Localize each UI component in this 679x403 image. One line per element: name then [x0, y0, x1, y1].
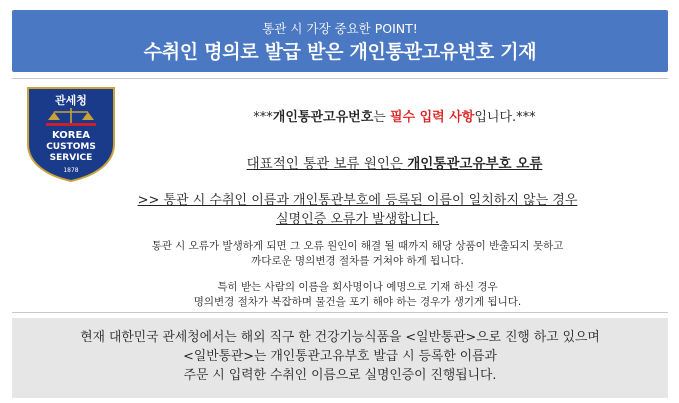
header-banner: [12, 10, 668, 72]
required-notice: [128, 106, 661, 125]
bottom-line-2: <일반통관>는 개인통관고유부호 발급 시 등록한 이름과: [183, 349, 497, 364]
header-title: 수취인 명의로 발급 받은 개인통관고유번호 기재: [143, 41, 537, 63]
notice-mid: 는: [373, 110, 390, 125]
customs-badge-icon: [24, 86, 118, 182]
explanation: [60, 191, 655, 229]
para2-line-1: 특히 받는 사람의 이름을 회사명이나 예명으로 기재 하신 경우: [217, 281, 498, 293]
divider-top: [12, 78, 668, 79]
notice-bold-term: 개인통관고유번호: [272, 110, 374, 125]
customs-service-logo: [24, 86, 118, 182]
badge-top-text: 관세청: [55, 94, 87, 107]
explanation-line-2: 실명인증 오류가 발생합니다.: [275, 212, 440, 227]
explanation-line-1: >> 통관 시 수취인 이름과 개인통관부호에 등록된 이름이 일치하지 않는 경우: [137, 193, 578, 208]
bottom-line-3: 주문 시 입력한 수취인 이름으로 실명인증이 진행됩니다.: [183, 368, 497, 383]
badge-line-2: CUSTOMS: [46, 142, 96, 152]
badge-line-3: SERVICE: [49, 153, 93, 163]
divider-bottom: [12, 312, 668, 313]
notice-required-text: 필수 입력 사항: [389, 110, 475, 125]
para1-line-2: 까다로운 명의변경 절차를 거쳐야 하게 됩니다.: [251, 255, 464, 267]
bottom-info-box: [12, 318, 668, 398]
badge-line-1: KOREA: [51, 130, 91, 141]
notice-suffix: 입니다.***: [474, 110, 536, 125]
bottom-line-1: 현재 대한민국 관세청에서는 해외 직구 한 건강기능식품을 <일반통관>으로 진행 하고 있으며: [80, 330, 600, 345]
header-subtitle: 통관 시 가장 중요한 POINT!: [262, 21, 418, 36]
para2-line-2: 명의변경 절차가 복잡하며 물건을 포기 해야 하는 경우가 생기게 됩니다.: [193, 296, 522, 308]
paragraph-error-consequence: [60, 239, 655, 269]
reason-prefix: 대표적인 통관 보류 원인은: [246, 156, 408, 172]
reason-bold: 개인통관고유부호 오류: [407, 156, 543, 172]
hold-reason: [128, 152, 661, 172]
para1-line-1: 통관 시 오류가 발생하게 되면 그 오류 원인이 해결 될 때까지 해당 상품이 반출되지 못하고: [151, 240, 564, 252]
badge-year: 1878: [63, 167, 79, 174]
notice-prefix: ***: [253, 110, 273, 125]
paragraph-name-warning: [60, 280, 655, 310]
